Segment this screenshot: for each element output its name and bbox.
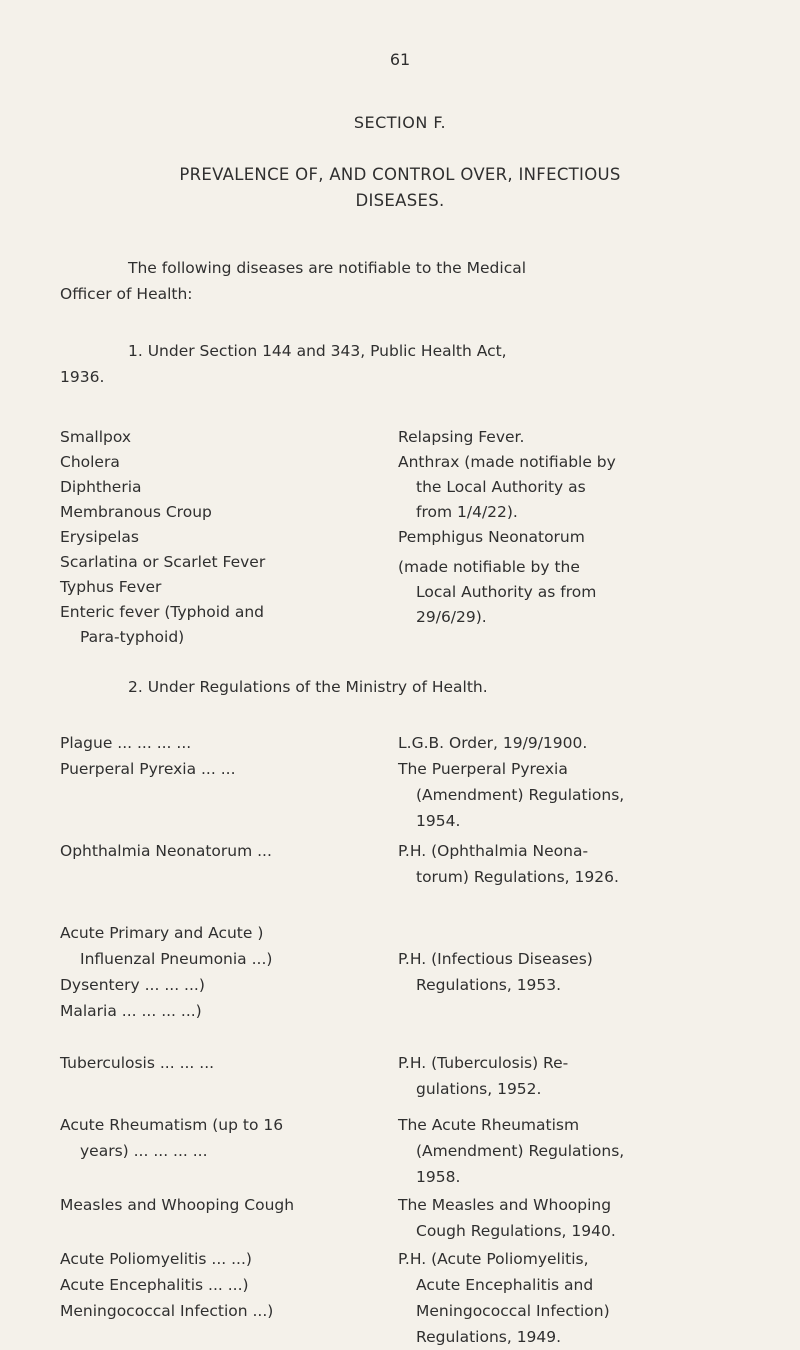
heading-line: DISEASES. <box>355 191 445 210</box>
part2-title: 2. Under Regulations of the Ministry of Health. <box>128 678 488 696</box>
list-item: Cholera <box>60 453 120 471</box>
list-item: Membranous Croup <box>60 503 212 521</box>
disease-polio: Acute Poliomyelitis ... ...) Acute Encephalitis ... ...) Meningococcal Infection ...) <box>60 1250 274 1320</box>
disease-tuberculosis: Tuberculosis ... ... ... <box>60 1054 215 1072</box>
regulation-tuberculosis: P.H. (Tuberculosis) Re- gulations, 1952. <box>398 1054 569 1098</box>
part1-title: 1. Under Section 144 and 343, Public Health Act, 1936. <box>60 342 507 386</box>
regulation-ophthalmia: P.H. (Ophthalmia Neona- torum) Regulations, 1926. <box>398 842 619 886</box>
list-item: Typhus Fever <box>60 578 162 596</box>
regulation-rheumatism: The Acute Rheumatism (Amendment) Regulations, 1958. <box>398 1116 625 1186</box>
list-item: Local Authority as from <box>416 583 597 601</box>
list-item: Relapsing Fever. <box>398 428 525 446</box>
list-item: Smallpox <box>60 428 132 446</box>
list-item: Diphtheria <box>60 478 142 496</box>
list-item: (made notifiable by the <box>398 558 580 576</box>
list-item: Scarlatina or Scarlet Fever <box>60 553 266 571</box>
disease-acute-primary: Acute Primary and Acute ) Influenzal Pneumonia ...) Dysentery ... ... ...) Malaria ... ... ... ...) <box>60 924 273 1020</box>
regulation-acute-primary: P.H. (Infectious Diseases) Regulations, 1953. <box>398 950 593 994</box>
part1-right-list <box>398 425 616 630</box>
disease-rheumatism: Acute Rheumatism (up to 16 years) ... ... ... ... <box>60 1116 284 1160</box>
disease-measles: Measles and Whooping Cough <box>60 1196 295 1214</box>
heading-line: PREVALENCE OF, AND CONTROL OVER, INFECTIOUS <box>179 165 621 184</box>
section-title: SECTION F. <box>353 113 447 132</box>
list-item: Pemphigus Neonatorum <box>398 528 585 546</box>
disease-puerperal: Puerperal Pyrexia ... ... <box>60 760 236 778</box>
list-item: from 1/4/22). <box>416 503 518 521</box>
regulation-measles: The Measles and Whooping Cough Regulations, 1940. <box>398 1196 616 1240</box>
list-item: 29/6/29). <box>416 608 487 626</box>
page-number: 61 <box>389 50 411 69</box>
list-item: Para-typhoid) <box>80 628 185 646</box>
regulation-plague: L.G.B. Order, 19/9/1900. <box>398 734 588 752</box>
intro-paragraph: The following diseases are notifiable to the Medical Officer of Health: <box>60 259 527 303</box>
list-item: Erysipelas <box>60 528 139 546</box>
regulation-puerperal: The Puerperal Pyrexia (Amendment) Regulations, 1954. <box>398 760 625 830</box>
disease-ophthalmia: Ophthalmia Neonatorum ... <box>60 842 272 860</box>
list-item: Enteric fever (Typhoid and <box>60 603 265 621</box>
page-heading <box>0 162 800 214</box>
list-item: Anthrax (made notifiable by <box>398 453 616 471</box>
part1-left-list <box>60 425 265 650</box>
regulation-polio: P.H. (Acute Poliomyelitis, Acute Encephalitis and Meningococcal Infection) Regulations, 1949. <box>398 1250 610 1346</box>
list-item: the Local Authority as <box>416 478 586 496</box>
disease-plague: Plague ... ... ... ... <box>60 734 192 752</box>
